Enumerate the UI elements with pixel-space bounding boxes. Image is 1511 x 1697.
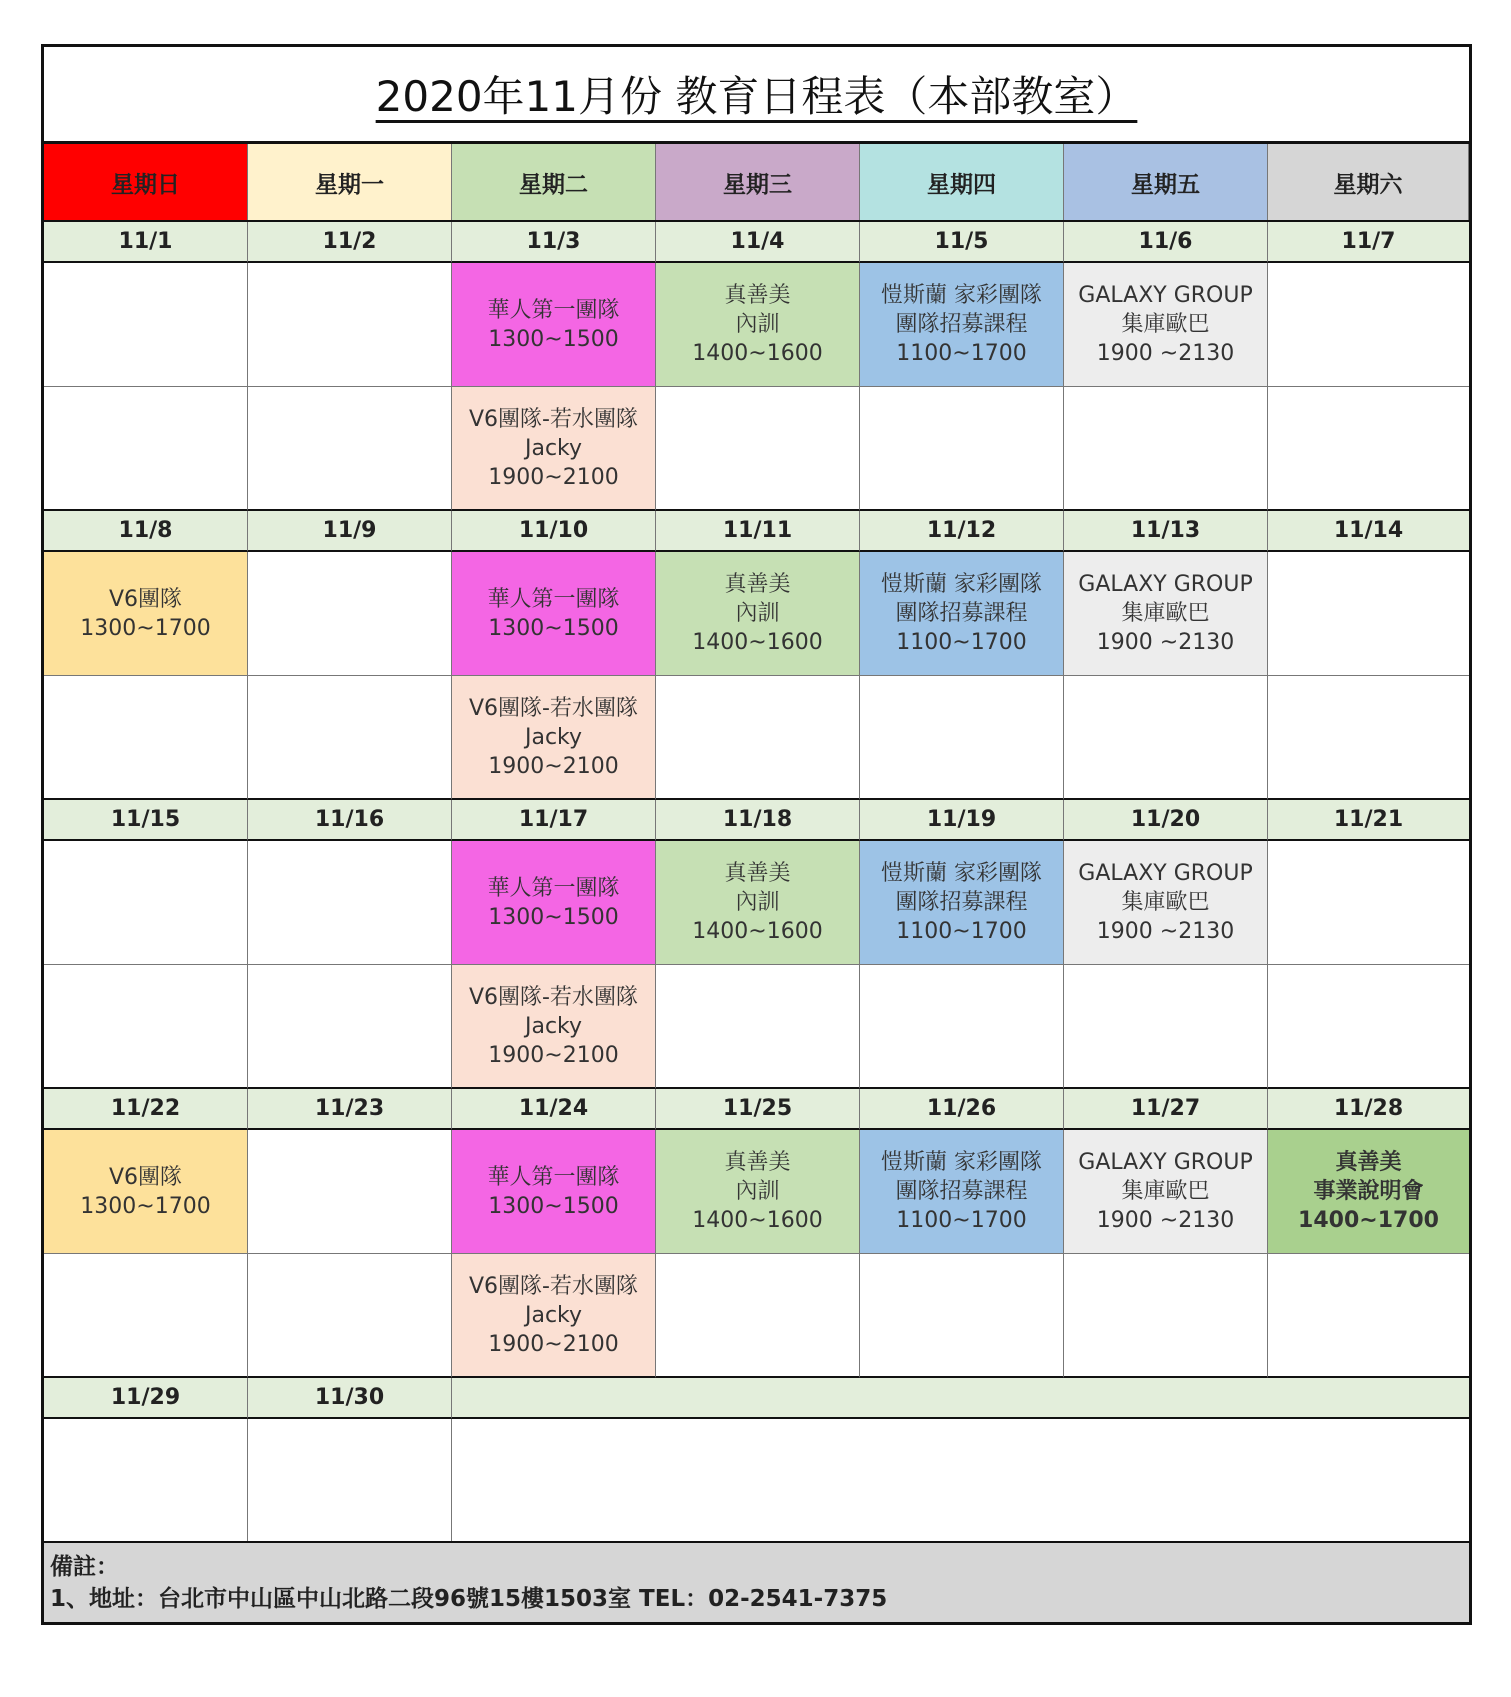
event-line: 1900~2100	[488, 753, 619, 779]
schedule-sheet	[41, 44, 1472, 1625]
event-line: 真善美	[724, 572, 791, 597]
date-cell: 11/25	[656, 1089, 860, 1130]
weekday-header-row	[44, 144, 1469, 222]
event-line: 團隊招募課程	[895, 601, 1028, 626]
event-line: 團隊招募課程	[895, 890, 1028, 915]
empty-cell	[656, 676, 860, 800]
empty-cell	[1064, 965, 1268, 1089]
weekday-header-4: 星期四	[860, 144, 1064, 220]
weekday-header-2: 星期二	[452, 144, 656, 220]
date-cell: 11/6	[1064, 222, 1268, 263]
event-cell-zhen	[656, 263, 860, 387]
event-cell-kai	[860, 1130, 1064, 1254]
empty-cell	[44, 387, 248, 511]
event-line: 事業說明會	[1313, 1179, 1424, 1204]
event-row	[44, 1419, 1469, 1543]
event-row	[44, 1254, 1469, 1378]
event-line: Jacky	[524, 1302, 583, 1328]
date-row	[44, 511, 1469, 552]
date-row	[44, 800, 1469, 841]
date-cell: 11/5	[860, 222, 1064, 263]
event-line: 1900 ~2130	[1096, 630, 1235, 655]
empty-cell	[248, 387, 452, 511]
event-cell-v6r	[452, 676, 656, 800]
empty-cell	[860, 1254, 1064, 1378]
weekday-header-6: 星期六	[1268, 144, 1469, 220]
date-cell: 11/3	[452, 222, 656, 263]
event-line: 愷斯蘭 家彩團隊	[881, 1150, 1042, 1175]
event-line: 1300~1700	[80, 1193, 211, 1219]
event-row	[44, 263, 1469, 387]
event-line: V6團隊-若水團隊	[469, 984, 638, 1010]
event-cell-zhen	[656, 552, 860, 676]
event-cell-kai	[860, 552, 1064, 676]
event-line: 真善美	[1335, 1150, 1402, 1175]
event-row	[44, 841, 1469, 965]
event-line: 1900~2100	[488, 1331, 619, 1357]
date-row	[44, 222, 1469, 263]
event-line: 團隊招募課程	[895, 312, 1028, 337]
event-line: Jacky	[524, 724, 583, 750]
date-cell: 11/30	[248, 1378, 452, 1419]
event-line: 1100~1700	[896, 341, 1027, 366]
date-cell: 11/19	[860, 800, 1064, 841]
date-cell: 11/24	[452, 1089, 656, 1130]
event-cell-zhen_talk	[1268, 1130, 1469, 1254]
event-line: 1100~1700	[896, 630, 1027, 655]
event-line: 1300~1700	[80, 615, 211, 641]
event-line: 內訓	[735, 890, 780, 915]
event-line: 華人第一團隊	[487, 297, 620, 323]
event-line: 集庫歐巴	[1121, 601, 1210, 626]
empty-cell	[1268, 965, 1469, 1089]
event-line: 內訓	[735, 601, 780, 626]
date-cell: 11/1	[44, 222, 248, 263]
event-row	[44, 676, 1469, 800]
event-line: 1300~1500	[488, 1193, 619, 1219]
empty-cell	[248, 552, 452, 676]
event-row	[44, 1130, 1469, 1254]
event-cell-v6r	[452, 387, 656, 511]
date-cell: 11/26	[860, 1089, 1064, 1130]
event-line: V6團隊	[108, 586, 183, 612]
empty-cell	[248, 263, 452, 387]
event-cell-hua	[452, 1130, 656, 1254]
event-line: 內訓	[735, 1179, 780, 1204]
event-line: GALAXY GROUP	[1078, 1150, 1253, 1175]
event-cell-kai	[860, 841, 1064, 965]
event-row	[44, 965, 1469, 1089]
notes-heading: 備註：	[50, 1554, 119, 1580]
event-line: 愷斯蘭 家彩團隊	[881, 283, 1042, 308]
event-cell-kai	[860, 263, 1064, 387]
date-cell: 11/12	[860, 511, 1064, 552]
event-line: 團隊招募課程	[895, 1179, 1028, 1204]
event-line: 集庫歐巴	[1121, 890, 1210, 915]
empty-cell	[1064, 1254, 1268, 1378]
empty-cell	[1064, 676, 1268, 800]
empty-cell	[1268, 841, 1469, 965]
event-line: 真善美	[724, 1150, 791, 1175]
date-cell: 11/8	[44, 511, 248, 552]
event-line: V6團隊-若水團隊	[469, 406, 638, 432]
event-line: 真善美	[724, 861, 791, 886]
event-cell-zhen	[656, 1130, 860, 1254]
event-line: 1300~1500	[488, 326, 619, 352]
date-cell: 11/7	[1268, 222, 1469, 263]
empty-cell	[860, 676, 1064, 800]
event-cell-v6	[44, 1130, 248, 1254]
event-line: GALAXY GROUP	[1078, 861, 1253, 886]
date-cell: 11/29	[44, 1378, 248, 1419]
empty-cell	[44, 1419, 248, 1543]
calendar-grid	[44, 144, 1469, 1543]
event-line: 1900~2100	[488, 1042, 619, 1068]
event-row	[44, 552, 1469, 676]
event-line: 1400~1600	[692, 630, 823, 655]
event-line: 內訓	[735, 312, 780, 337]
date-cell: 11/2	[248, 222, 452, 263]
event-line: GALAXY GROUP	[1078, 283, 1253, 308]
event-line: 1100~1700	[896, 1208, 1027, 1233]
date-cell: 11/27	[1064, 1089, 1268, 1130]
empty-cell	[248, 965, 452, 1089]
date-cell-empty	[452, 1378, 1469, 1419]
empty-cell-wide	[452, 1419, 1469, 1543]
event-line: 1100~1700	[896, 919, 1027, 944]
event-line: V6團隊-若水團隊	[469, 695, 638, 721]
date-cell: 11/16	[248, 800, 452, 841]
event-cell-hua	[452, 841, 656, 965]
event-line: 1400~1600	[692, 341, 823, 366]
weekday-header-5: 星期五	[1064, 144, 1268, 220]
empty-cell	[44, 263, 248, 387]
event-cell-zhen	[656, 841, 860, 965]
date-cell: 11/4	[656, 222, 860, 263]
event-line: 1900 ~2130	[1096, 1208, 1235, 1233]
date-cell: 11/14	[1268, 511, 1469, 552]
page-title: 2020年11月份 教育日程表（本部教室）	[375, 72, 1138, 121]
empty-cell	[1268, 676, 1469, 800]
weekday-header-3: 星期三	[656, 144, 860, 220]
date-cell: 11/28	[1268, 1089, 1469, 1130]
empty-cell	[248, 1254, 452, 1378]
empty-cell	[1064, 387, 1268, 511]
event-line: Jacky	[524, 435, 583, 461]
weekday-header-0: 星期日	[44, 144, 248, 220]
event-cell-v6r	[452, 1254, 656, 1378]
event-line: 華人第一團隊	[487, 875, 620, 901]
weekday-header-1: 星期一	[248, 144, 452, 220]
notes-address-line: 1、地址：台北市中山區中山北路二段96號15樓1503室 TEL：02-2541-7375	[50, 1586, 888, 1612]
event-cell-galaxy	[1064, 263, 1268, 387]
empty-cell	[1268, 263, 1469, 387]
event-line: 1400~1600	[692, 1208, 823, 1233]
event-line: V6團隊-若水團隊	[469, 1273, 638, 1299]
date-cell: 11/23	[248, 1089, 452, 1130]
title-row	[44, 47, 1469, 144]
date-cell: 11/9	[248, 511, 452, 552]
empty-cell	[44, 841, 248, 965]
event-cell-galaxy	[1064, 552, 1268, 676]
event-line: 集庫歐巴	[1121, 312, 1210, 337]
date-cell: 11/13	[1064, 511, 1268, 552]
empty-cell	[44, 676, 248, 800]
event-line: 華人第一團隊	[487, 1164, 620, 1190]
date-cell: 11/20	[1064, 800, 1268, 841]
event-cell-hua	[452, 263, 656, 387]
event-line: 1400~1700	[1298, 1208, 1439, 1233]
empty-cell	[1268, 552, 1469, 676]
event-cell-v6r	[452, 965, 656, 1089]
empty-cell	[656, 387, 860, 511]
empty-cell	[656, 965, 860, 1089]
notes-section	[44, 1541, 1469, 1622]
event-line: 1900 ~2130	[1096, 919, 1235, 944]
event-cell-galaxy	[1064, 1130, 1268, 1254]
event-line: Jacky	[524, 1013, 583, 1039]
event-line: 1900 ~2130	[1096, 341, 1235, 366]
empty-cell	[860, 965, 1064, 1089]
event-line: 愷斯蘭 家彩團隊	[881, 861, 1042, 886]
event-line: 華人第一團隊	[487, 586, 620, 612]
empty-cell	[248, 1419, 452, 1543]
event-line: 集庫歐巴	[1121, 1179, 1210, 1204]
event-line: 愷斯蘭 家彩團隊	[881, 572, 1042, 597]
event-cell-v6	[44, 552, 248, 676]
event-line: V6團隊	[108, 1164, 183, 1190]
date-cell: 11/17	[452, 800, 656, 841]
event-line: 1400~1600	[692, 919, 823, 944]
event-line: GALAXY GROUP	[1078, 572, 1253, 597]
event-line: 真善美	[724, 283, 791, 308]
date-cell: 11/10	[452, 511, 656, 552]
empty-cell	[248, 676, 452, 800]
date-cell: 11/18	[656, 800, 860, 841]
event-cell-galaxy	[1064, 841, 1268, 965]
event-line: 1300~1500	[488, 615, 619, 641]
date-cell: 11/15	[44, 800, 248, 841]
empty-cell	[656, 1254, 860, 1378]
empty-cell	[1268, 1254, 1469, 1378]
empty-cell	[248, 841, 452, 965]
event-row	[44, 387, 1469, 511]
empty-cell	[248, 1130, 452, 1254]
date-cell: 11/22	[44, 1089, 248, 1130]
date-cell: 11/21	[1268, 800, 1469, 841]
empty-cell	[1268, 387, 1469, 511]
date-row	[44, 1378, 1469, 1419]
event-line: 1300~1500	[488, 904, 619, 930]
empty-cell	[860, 387, 1064, 511]
empty-cell	[44, 965, 248, 1089]
date-row	[44, 1089, 1469, 1130]
event-cell-hua	[452, 552, 656, 676]
weeks-container	[44, 222, 1469, 1543]
event-line: 1900~2100	[488, 464, 619, 490]
date-cell: 11/11	[656, 511, 860, 552]
empty-cell	[44, 1254, 248, 1378]
